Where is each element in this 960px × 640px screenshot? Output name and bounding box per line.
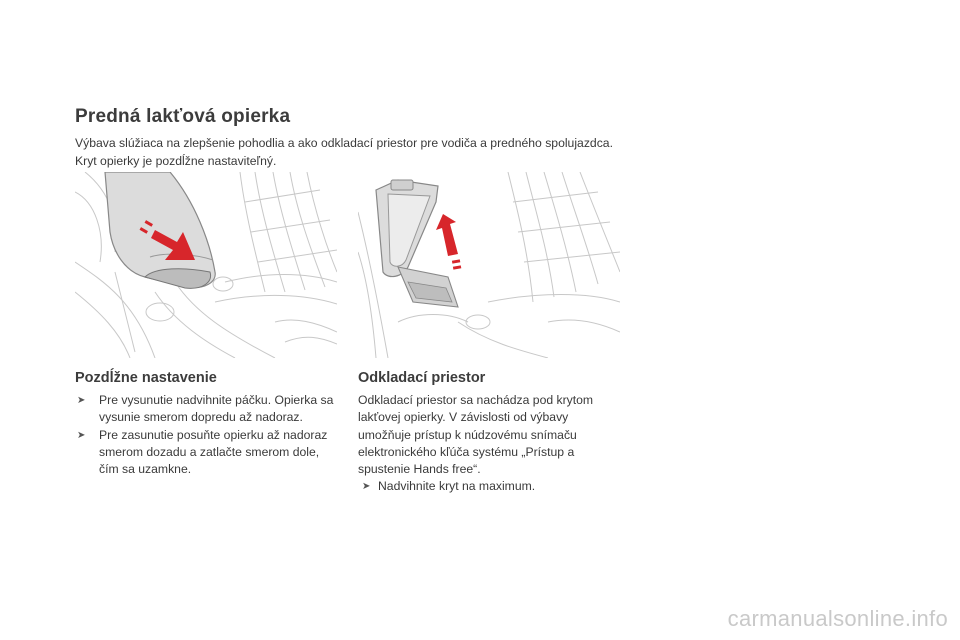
watermark: carmanualsonline.info [727, 606, 948, 631]
text-line: Odkladací priestor sa nachádza pod krytom [358, 393, 594, 407]
bullet-text: Pre zasunutie posuňte opierku až nadoraz smerom dozadu a zatlačte smerom dole, čím sa uzamkne. [99, 427, 328, 477]
list-item [75, 427, 335, 479]
text-line: umožňuje prístup k núdzovému snímaču [358, 427, 577, 442]
list-item [358, 478, 608, 495]
storage-compartment-illustration [358, 172, 620, 358]
arrow-bullet-icon: ➤ [77, 395, 86, 406]
storage-description [358, 392, 608, 496]
page-title: Predná lakťová opierka [75, 106, 291, 127]
list-item [75, 392, 335, 427]
arrow-bullet-icon: ➤ [77, 429, 86, 441]
intro-line-1: Výbava slúžiaca na zlepšenie pohodlia a ako odkladací priestor pre vodiča a predného spolujazdca. [75, 136, 613, 150]
armrest-slide-illustration [75, 172, 337, 358]
text-line: elektronického kľúča systému „Prístup a [358, 444, 575, 459]
text-line: spustenie Hands free“. [358, 462, 481, 477]
arrow-bullet-icon: ➤ [362, 481, 371, 493]
section-title-longitudinal: Pozdĺžne nastavenie [75, 370, 217, 386]
text-line: lakťovej opierky. V závislosti od výbavy [358, 410, 569, 425]
bullet-text: Pre vysunutie nadvihnite páčku. Opierka sa vysunie smerom dopredu až nadoraz. [99, 393, 334, 425]
section-title-storage: Odkladací priestor [358, 370, 486, 386]
intro-line-2: Kryt opierky je pozdĺžne nastaviteľný. [75, 153, 277, 168]
intro-text [75, 135, 635, 170]
adjustment-steps [75, 392, 335, 478]
bullet-text: Nadvihnite kryt na maximum. [378, 479, 536, 494]
